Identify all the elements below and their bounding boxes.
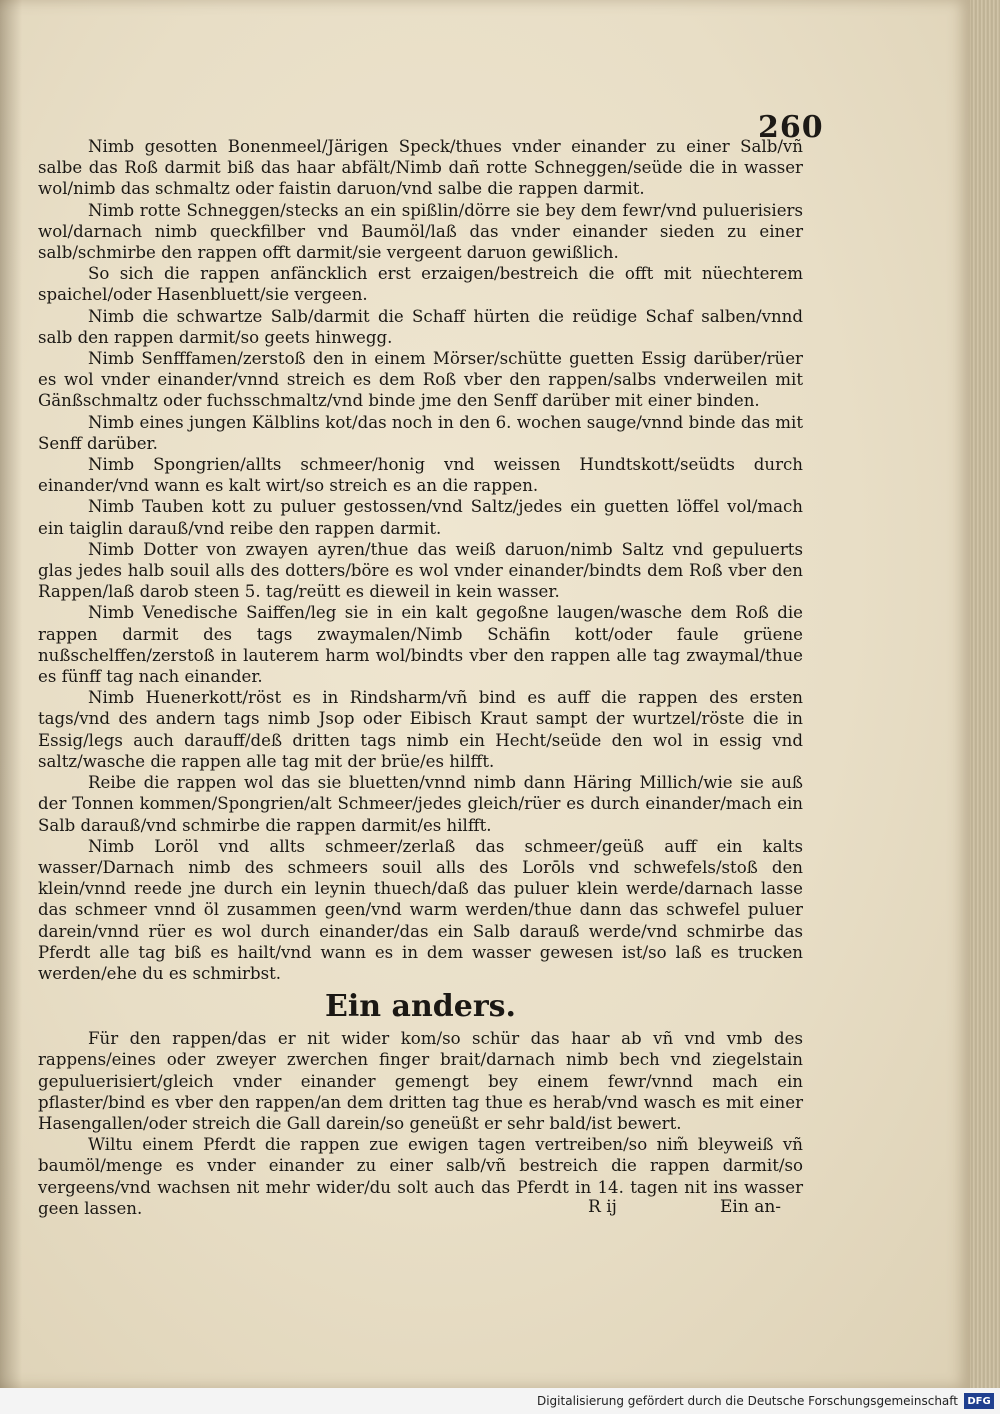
paragraph: Nimb die schwartze Salb/darmit die Schaff hürten die reüdige Schaf salben/vnnd salb den rappen darmit/so geets hinwegg. [38, 306, 803, 347]
binding-shadow [0, 0, 22, 1388]
paragraph: Nimb Loröl vnd allts schmeer/zerlaß das schmeer/geüß auff ein kalts wasser/Darnach nimb des schmeers souil alls des Lorōls vnd schwefels/stoß den klein/vnnd reede jne durch ein leynin thuech/daß das puluer klein werde/darnach lasse das schmeer vnnd öl zusammen geen/vnd warm werden/thue dann das schwefel puluer darein/vnnd rüer es wol durch einander/das ein Salb darauß werde/vnd schmirbe das Pferdt alle tag biß es hailt/vnd wann es in dem wasser gewesen ist/so laß es trucken werden/ehe du es schmirbst. [38, 836, 803, 983]
paragraph: Nimb Venedische Saiffen/leg sie in ein kalt gegoßne laugen/wasche dem Roß die rappen darmit des tags zwaymalen/Nimb Schäfin kott/oder faule grüene nußschelffen/zerstoß in lauterem harm wol/bindts vber den rappen alle tag zwaymal/thue es fünff tag nach einander. [38, 603, 803, 687]
section-heading: Ein anders. [325, 989, 516, 1025]
paragraph: Reibe die rappen wol das sie bluetten/vnnd nimb dann Häring Millich/wie sie auß der Tonnen kommen/Spongrien/alt Schmeer/jedes gleich/rüer es durch einander/mach ein Salb darauß/vnd schmirbe die rappen darmit/es hilfft. [38, 773, 803, 835]
paragraph: Für den rappen/das er nit wider kom/so schür das haar ab vñ vnd vmb des rappens/eines oder zweyer zwerchen finger brait/darnach nimb bech vnd ziegelstain gepuluerisiert/gleich vnder einander gemengt bey einem fewr/vnnd mach ein pflaster/bind es vber den rappen/an dem dritten tag thue es herab/vnd wasch es mit einer Hasengallen/oder streich die Gall darein/so geneüßt er sehr bald/ist bewert. [38, 1029, 803, 1133]
signature-mark: R ij [588, 1197, 617, 1217]
digitization-footer [0, 1388, 1000, 1414]
paragraph: Nimb eines jungen Kälblins kot/das noch in den 6. wochen sauge/vnnd binde das mit Senff darüber. [38, 412, 803, 453]
paragraph: Nimb Huenerkott/röst es in Rindsharm/vñ bind es auff die rappen des ersten tags/vnd des andern tags nimb Jsop oder Eibisch Kraut sampt der wurtzel/röste die in Essig/legs auch darauff/deß dritten tags nimb ein Hecht/seüde den wol in essig vnd saltz/wasche die rappen alle tag mit der brüe/es hilfft. [38, 688, 803, 771]
paragraph: Nimb Dotter von zwayen ayren/thue das weiß daruon/nimb Saltz vnd gepuluerts glas jedes halb souil alls des dotters/böre es wol vnder einander/bindts dem Roß vber den Rappen/laß darob steen 5. tag/reütt es dieweil in kein wasser. [38, 539, 803, 602]
paragraph: Wiltu einem Pferdt die rappen zue ewigen tagen vertreiben/so nim̃ bleyweiß vñ baumöl/menge es vnder einander zu einer salb/vñ bestreich die rappen darmit/so vergeens/vnd wachsen nit mehr wider/du solt auch das Pferdt in 14. tagen nit ins wasser geen lassen. [38, 1135, 803, 1218]
funding-credit: Digitalisierung gefördert durch die Deutsche Forschungsgemeinschaft [536, 1394, 958, 1408]
page-number: 260 [758, 110, 824, 145]
paragraph: Nimb gesotten Bonenmeel/Järigen Speck/thues vnder einander zu einer Salb/vñ salbe das Roß darmit biß das haar abfält/Nimb dañ rotte Schneggen/seüde die in wasser wol/nimb das schmaltz oder faistin daruon/vnd salbe die rappen darmit. [38, 137, 803, 199]
catchword: Ein an- [720, 1197, 782, 1217]
main-text [38, 136, 803, 1219]
paragraph: Nimb Tauben kott zu puluer gestossen/vnd Saltz/jedes ein guetten löffel vol/mach ein taiglin darauß/vnd reibe den rappen darmit. [38, 497, 803, 538]
paragraph: Nimb rotte Schneggen/stecks an ein spißlin/dörre sie bey dem fewr/vnd puluerisiers wol/darnach nimb queckfilber vnd Baumöl/laß das vnder einander sieden zu einer salb/schmirbe den rappen offt darmit/sie vergeent daruon gewißlich. [38, 200, 803, 263]
paragraph: Nimb Senfffamen/zerstoß den in einem Mörser/schütte guetten Essig darüber/rüer es wol vnder einander/vnnd streich es dem Roß vber den rappen/salbs vnderweilen mit Gänßschmaltz oder fuchsschmaltz/vnd binde jme den Senff darüber mit einer binden. [38, 349, 803, 411]
paragraph: So sich die rappen anfäncklich erst erzaigen/bestreich die offt mit nüechterem spaichel/oder Hasenbluett/sie vergeen. [38, 264, 803, 305]
paragraph: Nimb Spongrien/allts schmeer/honig vnd weissen Hundtskott/seüdts durch einander/vnd wann es kalt wirt/so streich es an die rappen. [38, 455, 803, 496]
dfg-logo: DFG [964, 1393, 994, 1409]
